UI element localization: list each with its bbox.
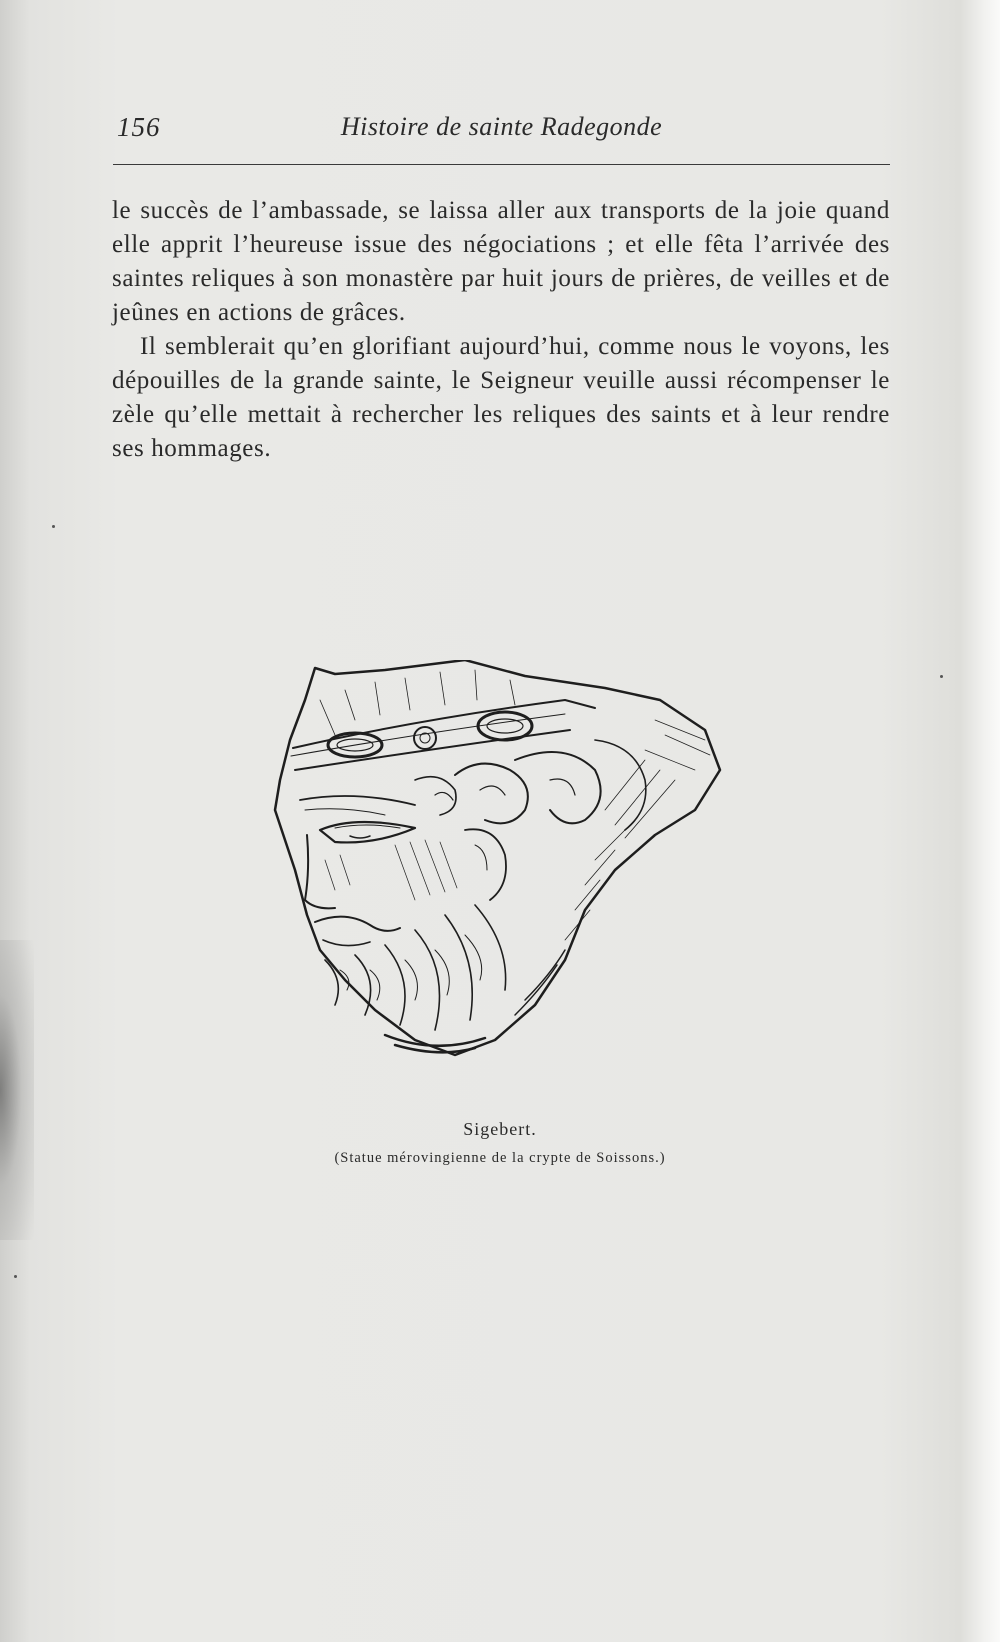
running-title: Histoire de sainte Radegonde bbox=[340, 112, 663, 141]
body-text bbox=[112, 194, 890, 466]
header-rule bbox=[113, 164, 890, 165]
running-head bbox=[113, 110, 890, 150]
figure-caption-subtitle: (Statue mérovingienne de la crypte de Soissons.) bbox=[334, 1150, 666, 1166]
paper-speck bbox=[940, 675, 943, 678]
paper-speck bbox=[52, 525, 55, 528]
figure-caption-title: Sigebert. bbox=[463, 1119, 537, 1139]
sigebert-head-illustration bbox=[265, 660, 735, 1090]
paragraph-2: Il semblerait qu’en glorifiant aujourd’hui, comme nous le voyons, les dépouilles de la grande sainte, le Seigneur veuille aussi récompenser le zèle qu’elle mettait à rechercher les reliques des saints et à leur rendre ses hommages. bbox=[112, 333, 890, 462]
page-number: 156 bbox=[117, 112, 161, 142]
page-shadow bbox=[0, 940, 34, 1240]
paragraph-1: le succès de l’ambassade, se laissa aller aux transports de la joie quand elle apprit l’heureuse issue des négociations ; et elle fêta l’arrivée des saintes reliques à son monastère par huit jours de prières, de veilles et de jeûnes en actions de grâces. bbox=[112, 197, 890, 326]
paper-speck bbox=[14, 1275, 17, 1278]
